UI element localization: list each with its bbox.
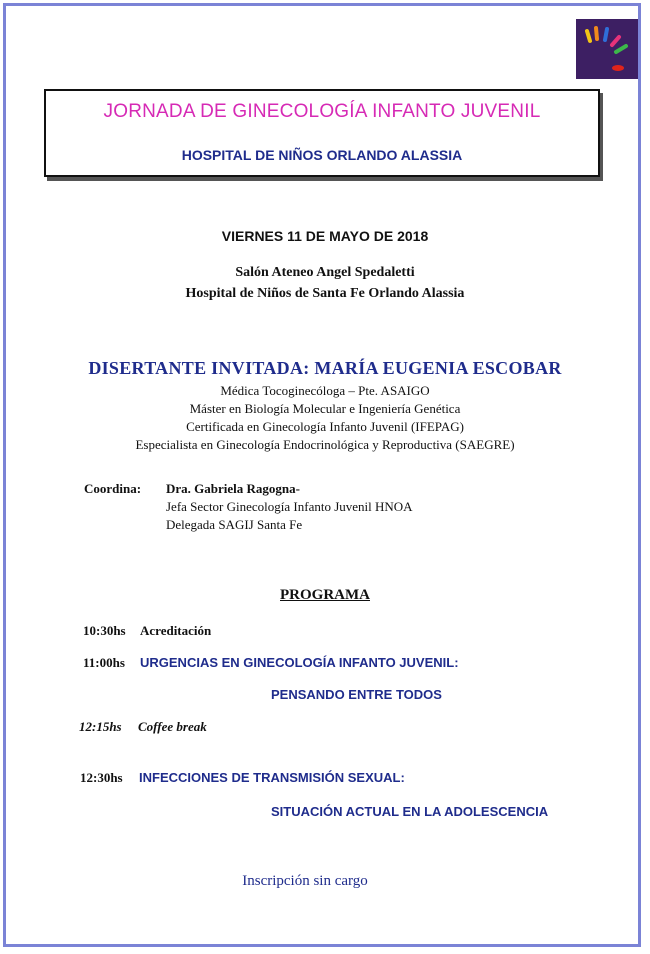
coordination-label: Coordina: xyxy=(84,481,142,496)
program-heading: PROGRAMA xyxy=(280,587,370,603)
program-time: 12:15hs xyxy=(79,719,122,734)
speaker-credential: Máster en Biología Molecular e Ingeniería Genética xyxy=(189,401,461,416)
hospital-subtitle: HOSPITAL DE NIÑOS ORLANDO ALASSIA xyxy=(181,147,463,163)
program-activity: INFECCIONES DE TRANSMISIÓN SEXUAL: xyxy=(139,770,405,785)
speaker-title: DISERTANTE INVITADA: MARÍA EUGENIA ESCOBAR xyxy=(88,358,562,378)
program-activity-subtitle: SITUACIÓN ACTUAL EN LA ADOLESCENCIA xyxy=(271,804,549,819)
program-activity-subtitle: PENSANDO ENTRE TODOS xyxy=(271,687,442,702)
program-activity: Acreditación xyxy=(140,623,212,638)
program-activity: URGENCIAS EN GINECOLOGÍA INFANTO JUVENIL: xyxy=(140,655,459,670)
program-activity: Coffee break xyxy=(138,719,207,734)
hand-logo-icon xyxy=(576,19,638,79)
event-title: JORNADA DE GINECOLOGÍA INFANTO JUVENIL xyxy=(103,101,541,122)
program-time: 12:30hs xyxy=(80,770,123,785)
speaker-credential: Especialista en Ginecología Endocrinológica y Reproductiva (SAEGRE) xyxy=(135,437,515,452)
speaker-credential: Certificada en Ginecología Infanto Juvenil (IFEPAG) xyxy=(186,419,464,434)
coordinator-name: Dra. Gabriela Ragogna- xyxy=(166,481,300,496)
coordinator-role: Delegada SAGIJ Santa Fe xyxy=(166,517,303,532)
speaker-credential: Médica Tocoginecóloga – Pte. ASAIGO xyxy=(220,383,430,398)
venue-room: Salón Ateneo Angel Spedaletti xyxy=(235,265,415,280)
registration-note: Inscripción sin cargo xyxy=(242,873,368,889)
coordinator-role: Jefa Sector Ginecología Infanto Juvenil HNOA xyxy=(166,499,413,514)
program-time: 10:30hs xyxy=(83,623,126,638)
event-date: VIERNES 11 DE MAYO DE 2018 xyxy=(221,228,429,244)
venue-hospital: Hospital de Niños de Santa Fe Orlando Alassia xyxy=(185,286,465,301)
program-time: 11:00hs xyxy=(83,655,125,670)
title-box xyxy=(44,89,600,177)
